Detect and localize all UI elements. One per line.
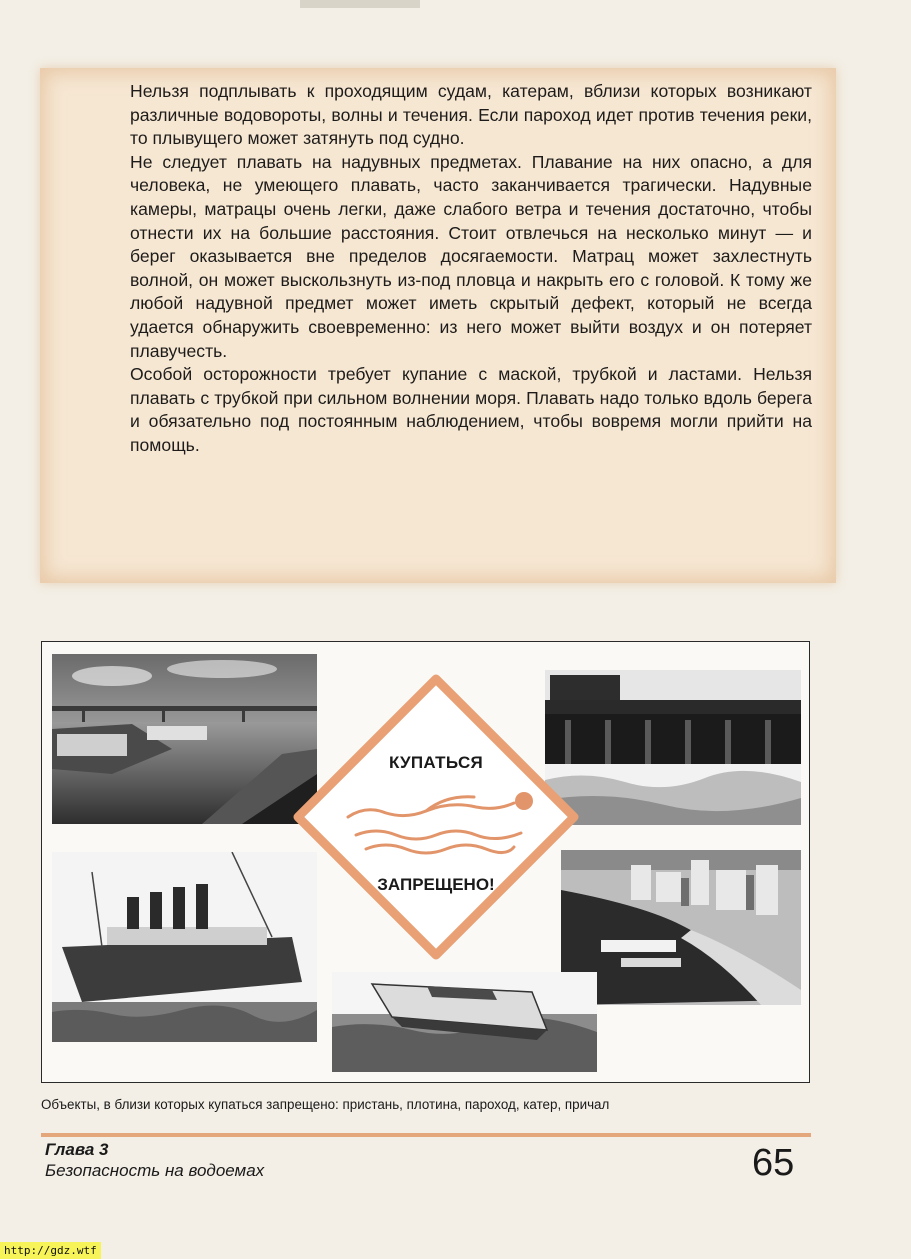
photo-pier (52, 654, 317, 824)
photo-steamship (52, 852, 317, 1042)
source-link[interactable]: http://gdz.wtf (0, 1242, 101, 1259)
figure-caption: Объекты, в близи которых купаться запрещено: пристань, плотина, пароход, катер, причал (41, 1097, 610, 1112)
page-number: 65 (752, 1142, 795, 1184)
photo-boat (332, 972, 597, 1072)
sign-text-top: КУПАТЬСЯ (388, 753, 484, 772)
sign-text-bottom: ЗАПРЕЩЕНО! (377, 875, 495, 894)
footer-rule (41, 1133, 811, 1137)
no-swimming-sign (286, 667, 586, 967)
paragraph-inflatables: Не следует плавать на надувных предметах. Плавание на них опасно, а для человека, не умеющего плавать, часто заканчивается трагически. Надувные камеры, матрацы очень легки, даже слабого ветра и течения достаточно, чтобы отнести их на большие расстояния. Стоит отвлечься на несколько минут — и берег оказывается вне пределов досягаемости. Матрац может захлестнуть волной, он может выскользнуть из-под пловца и накрыть его с головой. К тому же любой надувной предмет может иметь скрытый дефект, который не всегда удается обнаружить своевременно: из него может выйти воздух и он потеряет плавучесть. (130, 151, 812, 361)
chapter-title: Безопасность на водоемах (45, 1161, 265, 1180)
top-edge-stripe (300, 0, 420, 8)
photo-quay (561, 850, 801, 1005)
paragraph-vessels: Нельзя подплывать к проходящим судам, катерам, вблизи которых возникают различные водовороты, волны и течения. Если пароход идет против течения реки, то плывущего может затянуть под судно. (130, 81, 812, 149)
chapter-label: Глава 3 (45, 1140, 109, 1159)
info-text (130, 80, 812, 458)
paragraph-snorkel: Особой осторожности требует купание с маской, трубкой и ластами. Нельзя плавать с трубкой при сильном волнении моря. Плавать надо только вдоль берега и обязательно под постоянным наблюдением, чтобы вовремя могли прийти на помощь. (130, 364, 812, 455)
